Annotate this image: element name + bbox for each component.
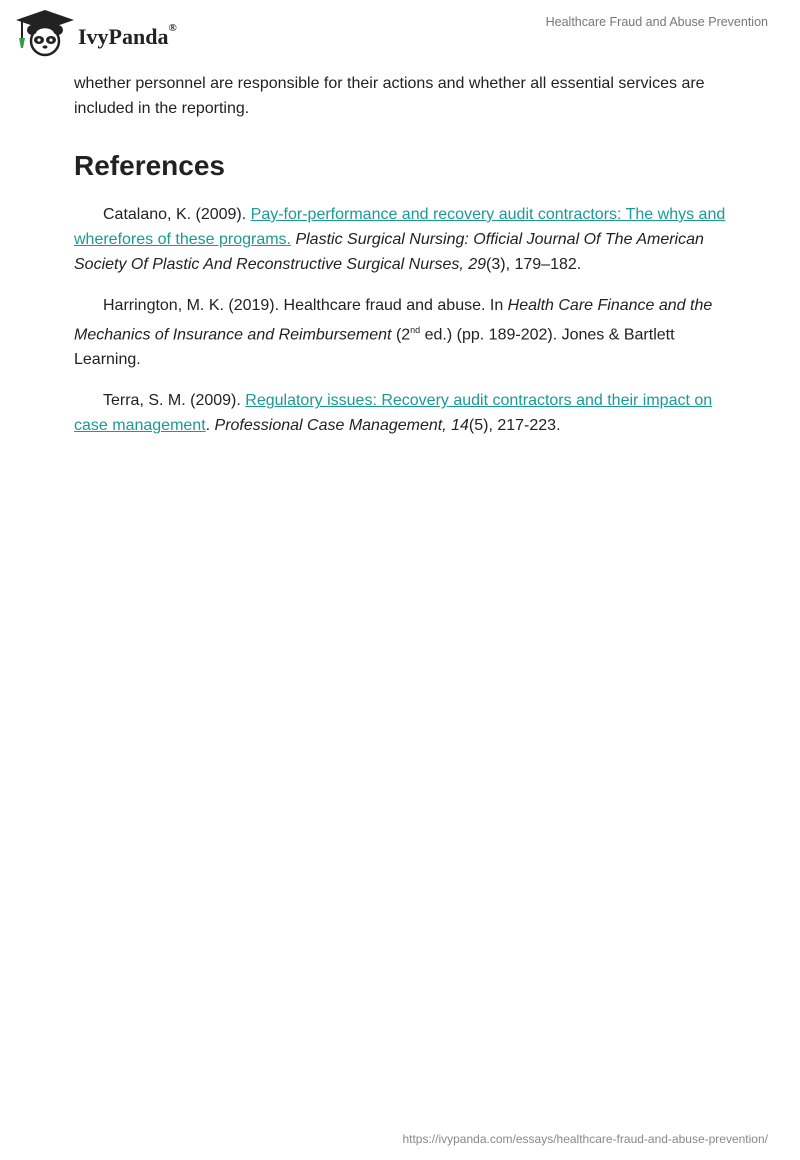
reference-issue-pages: (3), 179–182. [486,256,582,273]
panda-graduate-icon [14,8,76,63]
reference-issue-pages: (5), 217-223. [468,417,561,435]
references-heading: References [74,150,225,181]
reference-journal: Plastic Surgical Nursing: Official Journal Of The American Society Of Plastic And Reconstructive Surgical Nurses, 29 [74,231,704,273]
reference-separator: . [205,417,215,435]
reference-authors: Terra, S. M. (2009). [103,392,246,410]
reference-entry [74,202,734,277]
brand-name: IvyPanda® [78,22,177,49]
reference-link[interactable]: Pay-for-performance and recovery audit contractors: The whys and wherefores of these programs. [74,206,726,248]
reference-link[interactable]: Regulatory issues: Recovery audit contractors and their impact on case management [74,392,713,435]
reference-book-title: Health Care Finance and the Mechanics of Insurance and Reimbursement [74,297,713,344]
reference-entry [74,293,734,372]
logo[interactable] [14,8,177,63]
reference-publisher: ed.) (pp. 189-202). Jones & Bartlett Learning. [74,326,675,369]
reference-entry [74,388,734,438]
document-body [74,71,734,454]
continued-paragraph: whether personnel are responsible for their actions and whether all essential services are included in the reporting. [74,75,705,117]
reference-journal: Professional Case Management, 14 [214,417,469,435]
footer-url[interactable]: https://ivypanda.com/essays/healthcare-fraud-and-abuse-prevention/ [402,1132,768,1146]
reference-edition: (2 [391,326,411,344]
reference-authors: Harrington, M. K. (2019). Healthcare fraud and abuse. In [103,297,508,314]
running-title: Healthcare Fraud and Abuse Prevention [545,15,768,29]
reference-authors: Catalano, K. (2009). [103,206,251,223]
reference-edition-suffix: nd [410,325,421,335]
